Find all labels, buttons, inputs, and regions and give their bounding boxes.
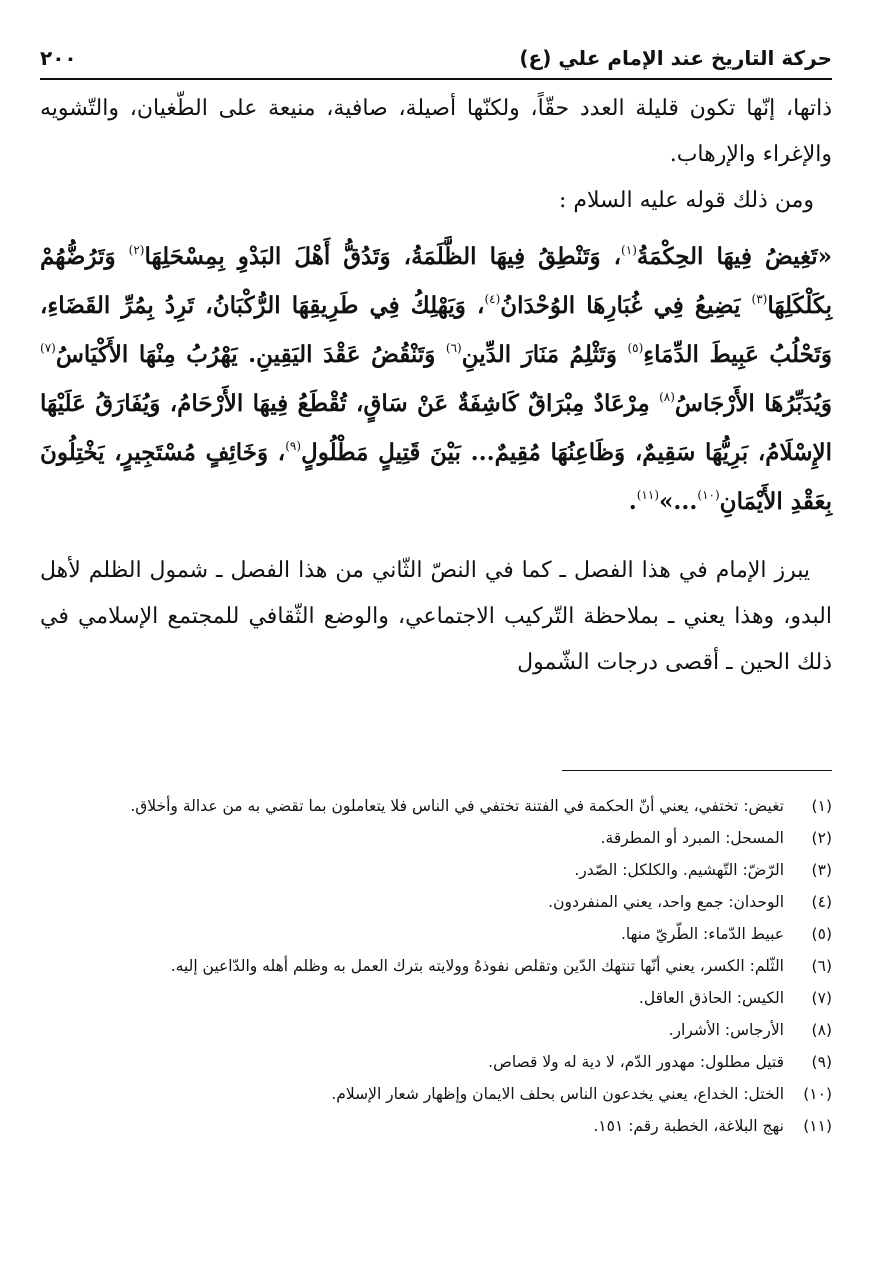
footnote-number: (٧) <box>811 989 832 1007</box>
quote-segment: ، وَتَنْطِقُ فِيهَا الظَّلَمَةُ، وَتَدُقُّ أَهْلَ البَدْوِ بِمِسْحَلِهَا <box>144 243 622 270</box>
footnote-marker[interactable]: (١٠) <box>697 488 720 502</box>
footnote-marker[interactable]: (٦) <box>445 341 462 355</box>
footnote-number: (١١) <box>803 1117 832 1135</box>
running-title: حركة التاريخ عند الإمام علي (ع) <box>519 46 832 70</box>
quote-intro: ومن ذلك قوله عليه السلام : <box>559 188 814 213</box>
footnote-item <box>40 886 832 918</box>
footnote-item <box>40 822 832 854</box>
quote-segment: وَتَنْقُضُ عَقْدَ اليَقِينِ. يَهْرُبُ مِنْهَا الأَكْيَاسُ <box>55 341 446 368</box>
footnote-marker[interactable]: (٩) <box>285 439 302 453</box>
quote-segment: ...» <box>659 488 698 515</box>
footnote-rule <box>562 770 832 771</box>
footnote-marker[interactable]: (١١) <box>636 488 659 502</box>
footnote-number: (١٠) <box>803 1085 832 1103</box>
footnote-text: الرّضّ: التّهشيم. والكلكل: الصّدر. <box>574 861 784 879</box>
quote-segment: وَيُدَبِّرُهَا الأَرْجَاسُ <box>674 390 833 417</box>
footnote-text: الأرجاس: الأشرار. <box>668 1021 784 1039</box>
footnote-text: الوحدان: جمع واحد، يعني المنفردون. <box>548 893 784 911</box>
quote-segment: ، وَيَهْلِكُ فِي طَرِيقِهَا الرُّكْبَانُ، تَرِدُ بِمُرِّ القَضَاءِ، وَتَحْلُبُ عَبِيطَ الدِّمَاءِ <box>40 292 832 368</box>
footnote-item <box>40 950 832 982</box>
footnote-number: (٩) <box>811 1053 832 1071</box>
main-text <box>40 86 832 686</box>
footnote-item <box>40 1078 832 1110</box>
footnote-text: الثّلم: الكسر، يعني أنّها تنتهك الدّين وتقلص نفوذهُ وولايته بترك العمل به وظلم أهله والدّاعين إليه. <box>170 957 784 975</box>
footnote-marker[interactable]: (٤) <box>484 292 501 306</box>
footnote-number: (١) <box>811 797 832 815</box>
quote-segment: وَتَثْلِمُ مَنَارَ الدِّينِ <box>461 341 628 368</box>
page-number: ٢٠٠ <box>40 46 77 70</box>
footnote-marker[interactable]: (٢) <box>128 243 145 257</box>
footnote-text: الكيس: الحاذق العاقل. <box>638 989 784 1007</box>
analysis-paragraph: يبرز الإمام في هذا الفصل ـ كما في النصّ الثّاني من هذا الفصل ـ شمول الظلم لأهل البدو، وهذا يعني ـ بملاحظة التّركيب الاجتماعي، والوضع الثّقافي للمجتمع الإسلامي في ذلك الحين ـ أقصى درجات الشّمول <box>40 558 832 675</box>
footnote-item <box>40 982 832 1014</box>
quote-segment: . <box>628 488 637 515</box>
footnote-item <box>40 918 832 950</box>
footnote-text: الختل: الخداع، يعني يخدعون الناس بحلف الايمان وإظهار شعار الإسلام. <box>331 1085 784 1103</box>
quote-segment: ، وَخَائِفٍ مُسْتَجِيرٍ، يَخْتِلُونَ بِعَقْدِ الأَيْمَانِ <box>40 439 832 515</box>
footnote-item <box>40 1046 832 1078</box>
footnote-marker[interactable]: (٥) <box>627 341 644 355</box>
opening-paragraph: ذاتها، إنّها تكون قليلة العدد حقّاً، ولكنّها أصيلة، صافية، منيعة على الطّغيان، والتّشويه والإغراء والإرهاب. <box>40 96 832 167</box>
footnote-number: (٣) <box>811 861 832 879</box>
quote-segment: مِرْعَادٌ مِبْرَاقٌ كَاشِفَةٌ عَنْ سَاقٍ، تُقْطَعُ فِيهَا الأَرْحَامُ، وَيُفَارَقُ عَلَيْهَا الإِسْلَامُ، بَرِيُّهَا سَقِيمٌ، وَظَاعِنُهَا مُقِيمٌ... بَيْنَ قَتِيلٍ مَطْلُولٍ <box>40 390 832 466</box>
footnote-text: المسحل: المبرد أو المطرقة. <box>600 829 784 847</box>
footnote-marker[interactable]: (١) <box>621 243 637 257</box>
quote-segment: «تَغِيضُ فِيهَا الحِكْمَةُ <box>636 243 832 270</box>
footnote-item <box>40 790 832 822</box>
footnote-number: (٦) <box>811 957 832 975</box>
footnote-item <box>40 1014 832 1046</box>
footnotes <box>40 790 832 1142</box>
quote-segment: وَتَرُضُّهُمْ بِكَلْكَلِهَا <box>40 243 832 319</box>
footnote-number: (٥) <box>811 925 832 943</box>
footnote-number: (٨) <box>811 1021 832 1039</box>
footnote-text: قتيل مطلول: مهدور الدّم، لا دية له ولا قصاص. <box>488 1053 784 1071</box>
footnote-marker[interactable]: (٨) <box>659 390 675 404</box>
footnote-item <box>40 1110 832 1142</box>
footnote-text: عبيط الدّماء: الطّريّ منها. <box>621 925 784 943</box>
footnote-item <box>40 854 832 886</box>
footnote-number: (٤) <box>811 893 832 911</box>
footnote-marker[interactable]: (٣) <box>751 292 768 306</box>
page-header <box>40 30 832 70</box>
footnote-number: (٢) <box>811 829 832 847</box>
header-rule <box>40 78 832 80</box>
footnote-marker[interactable]: (٧) <box>40 341 56 355</box>
footnote-text: نهج البلاغة، الخطبة رقم: ١٥١. <box>593 1117 784 1135</box>
quote-segment: يَضِيعُ فِي غُبَارِهَا الوُحْدَانُ <box>500 292 752 319</box>
sermon-quote <box>40 232 832 526</box>
footnote-text: تغيض: تختفي، يعني أنّ الحكمة في الفتنة تختفي في الناس فلا يتعاملون بما تقضي به من عدالة وأخلاق. <box>130 797 784 815</box>
